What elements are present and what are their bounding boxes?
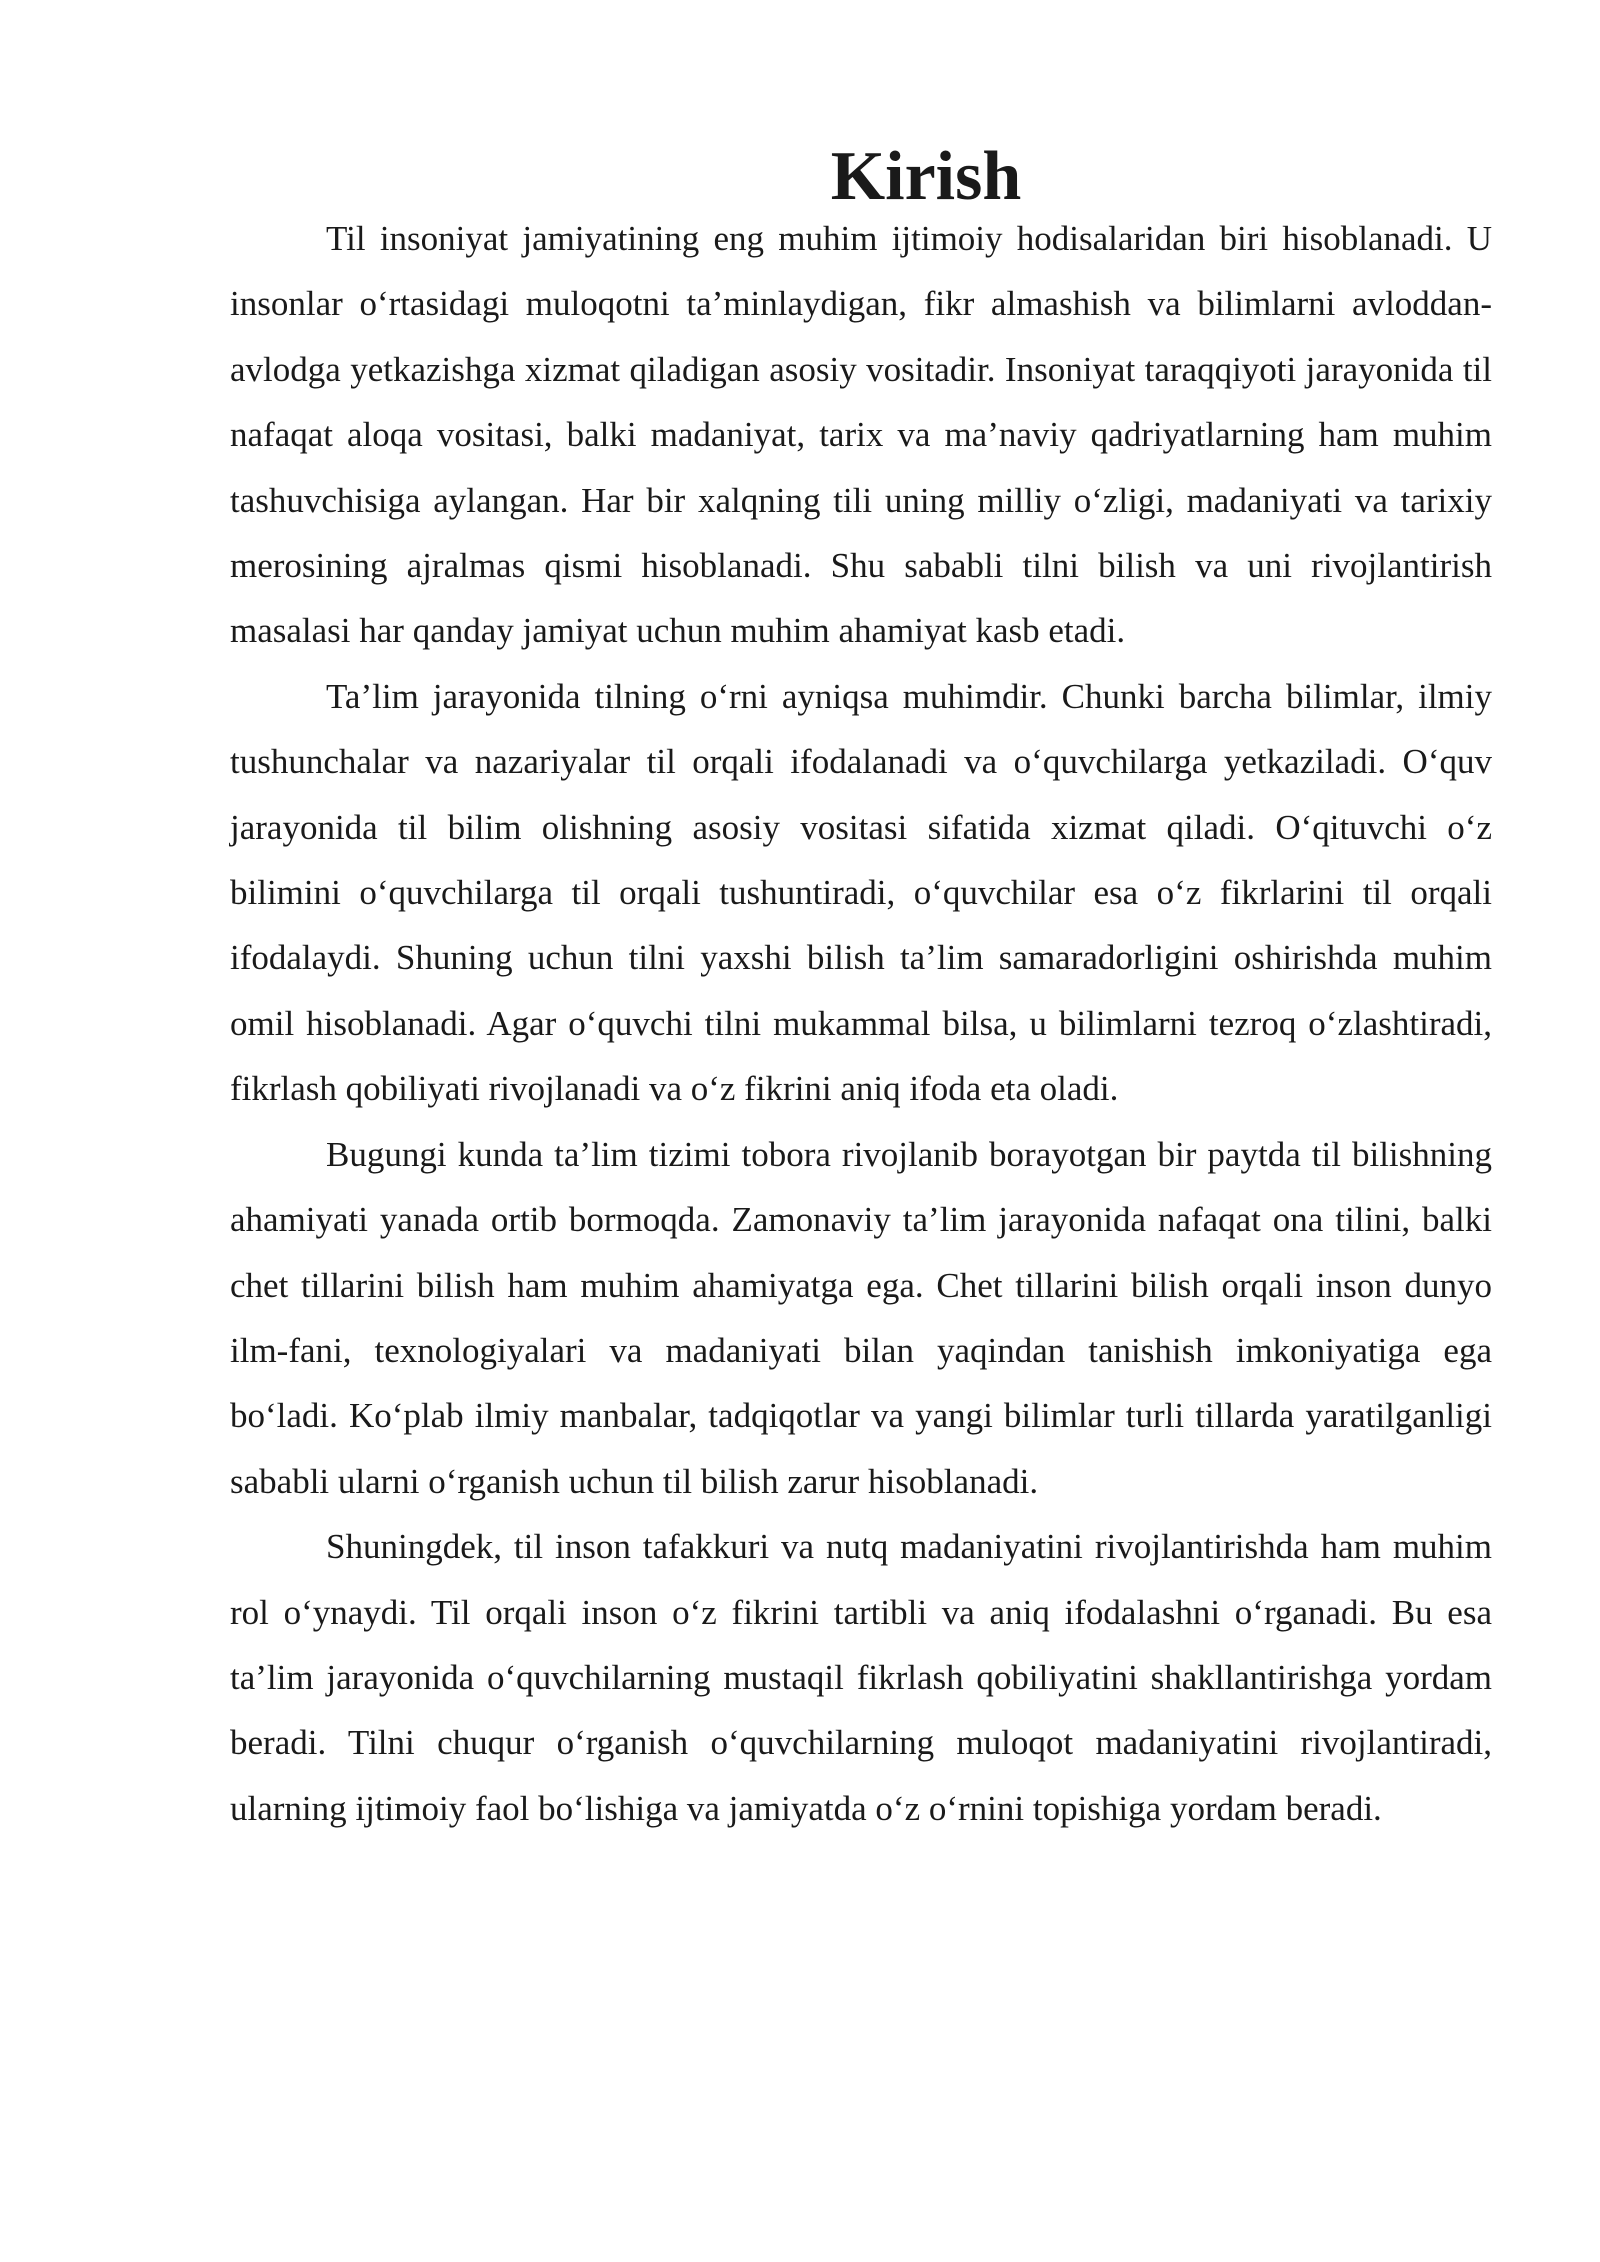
paragraph-2: Ta’lim jarayonida tilning o‘rni ayniqsa muhimdir. Chunki barcha bilimlar, ilmiy tushunchalar va nazariyalar til orqali ifodalanadi va o‘quvchilarga yetkaziladi. O‘quv jarayonida til bilim olishning asosiy vositasi sifatida xizmat qiladi. O‘qituvchi o‘z bilimini o‘quvchilarga til orqali tushuntiradi, o‘quvchilar esa o‘z fikrlarini til orqali ifodalaydi. Shuning uchun tilni yaxshi bilish ta’lim samaradorligini oshirishda muhim omil hisoblanadi. Agar o‘quvchi tilni mukammal bilsa, u bilimlarni tezroq o‘zlashtiradi, fikrlash qobiliyati rivojlanadi va o‘z fikrini aniq ifoda eta oladi. <box>230 676 1492 1109</box>
paragraph-3: Bugungi kunda ta’lim tizimi tobora rivojlanib borayotgan bir paytda til bilishning ahamiyati yanada ortib bormoqda. Zamonaviy ta’lim jarayonida nafaqat ona tilini, balki chet tillarini bilish ham muhim ahamiyatga ega. Chet tillarini bilish orqali inson dunyo ilm-fani, texnologiyalari va madaniyati bilan yaqindan tanishish imkoniyatiga ega bo‘ladi. Ko‘plab ilmiy manbalar, tadqiqotlar va yangi bilimlar turli tillarda yaratilganligi sababli ularni o‘rganish uchun til bilish zarur hisoblanadi. <box>230 1134 1492 1501</box>
paragraph-1: Til insoniyat jamiyatining eng muhim ijtimoiy hodisalaridan biri hisoblanadi. U insonlar o‘rtasidagi muloqotni ta’minlaydigan, fikr almashish va bilimlarni avloddan-avlodga yetkazishga xizmat qiladigan asosiy vositadir. Insoniyat taraqqiyoti jarayonida til nafaqat aloqa vositasi, balki madaniyat, tarix va ma’naviy qadriyatlarning ham muhim tashuvchisiga aylangan. Har bir xalqning tili uning milliy o‘zligi, madaniyati va tarixiy merosining ajralmas qismi hisoblanadi. Shu sababli tilni bilish va uni rivojlantirish masalasi har qanday jamiyat uchun muhim ahamiyat kasb etadi. <box>230 219 1492 651</box>
paragraph-4: Shuningdek, til inson tafakkuri va nutq madaniyatini rivojlantirishda ham muhim rol o‘ynaydi. Til orqali inson o‘z fikrini tartibli va aniq ifodalashni o‘rganadi. Bu esa ta’lim jarayonida o‘quvchilarning mustaqil fikrlash qobiliyatini shakllantirishga yordam beradi. Tilni chuqur o‘rganish o‘quvchilarning muloqot madaniyatini rivojlantiradi, ularning ijtimoiy faol bo‘lishiga va jamiyatda o‘z o‘rnini topishiga yordam beradi. <box>230 1527 1492 1828</box>
document-body <box>230 138 1492 1841</box>
page-title: Kirish <box>830 138 1022 215</box>
